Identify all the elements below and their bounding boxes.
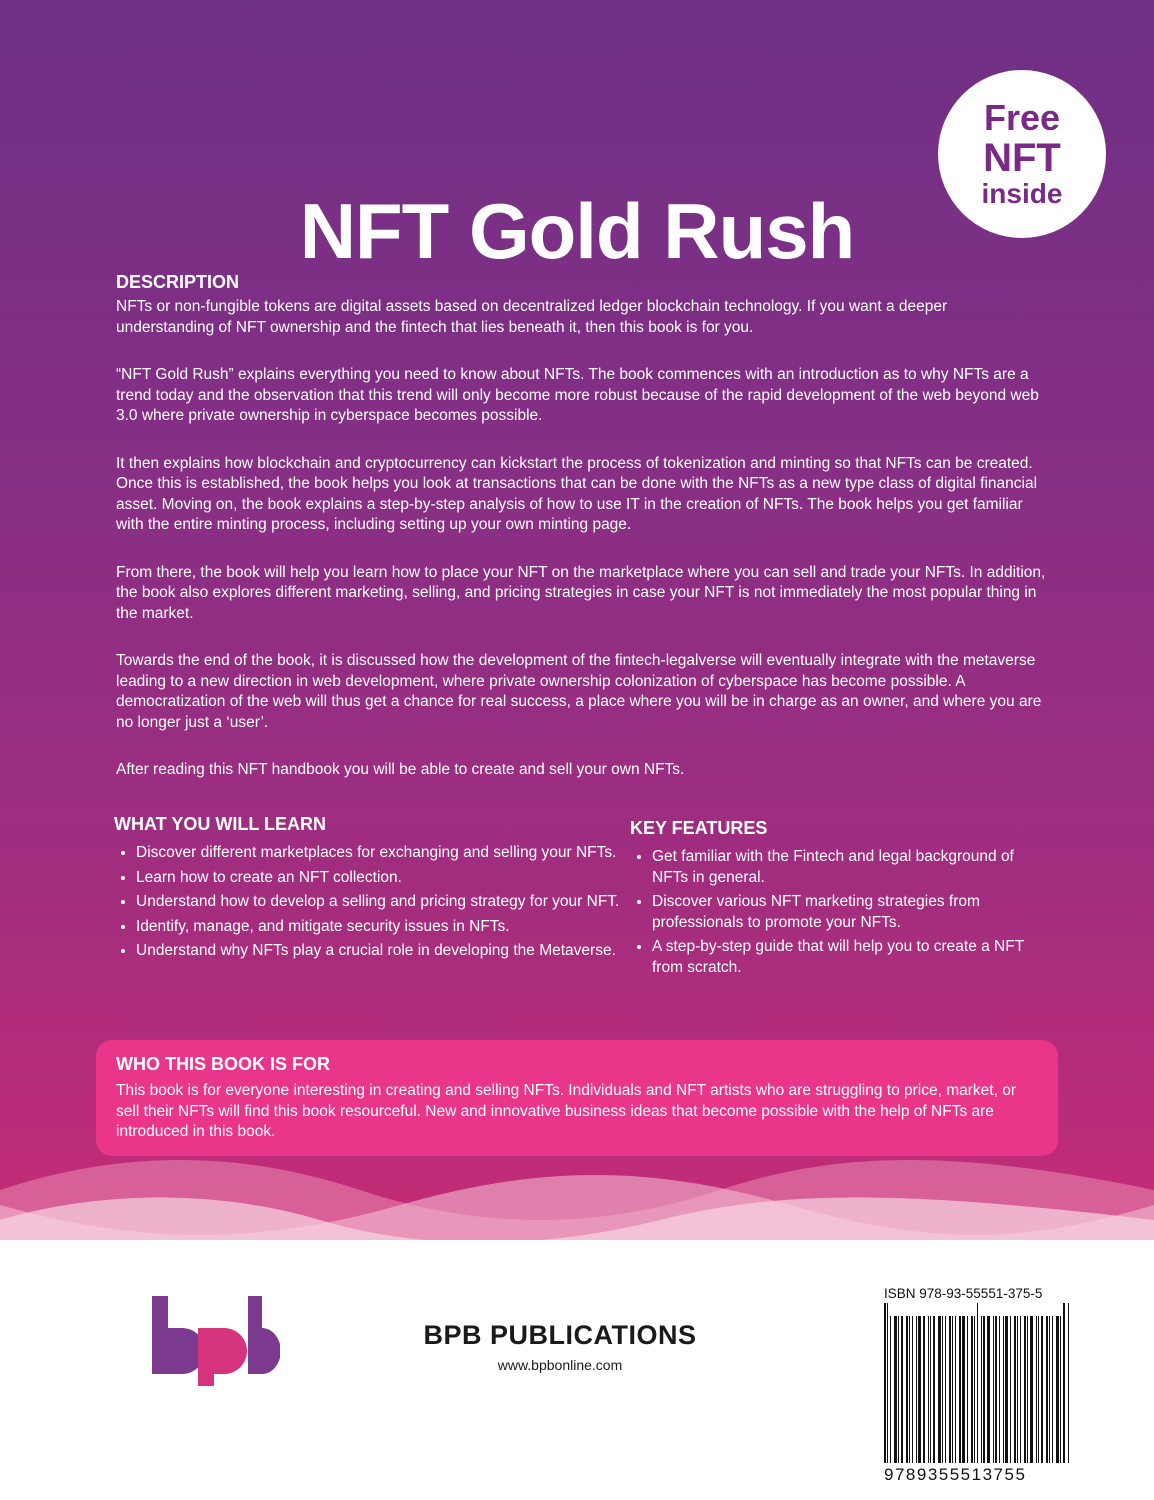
barcode-bar	[981, 1316, 982, 1463]
who-heading: WHO THIS BOOK IS FOR	[116, 1054, 330, 1074]
description-heading: DESCRIPTION	[116, 272, 240, 292]
publisher-name: BPB PUBLICATIONS	[423, 1320, 697, 1350]
barcode-bar	[1003, 1316, 1004, 1463]
badge-line-3: inside	[981, 178, 1063, 209]
description-paragraph: From there, the book will help you learn how to place your NFT on the marketplace where you can sell and trade your NFTs. In addition, the book also explores different marketing, selling, and pricing strategies in case your NFT is not immediately the most popular thing in the market.	[116, 563, 1046, 622]
barcode-bar	[983, 1316, 985, 1463]
list-item: • Learn how to create an NFT collection.	[136, 868, 630, 889]
barcode-bar	[928, 1316, 929, 1463]
learn-heading: WHAT YOU WILL LEARN	[114, 814, 326, 834]
barcode-bar	[912, 1316, 913, 1463]
barcode-bar	[930, 1316, 931, 1463]
barcode-bar	[993, 1316, 994, 1463]
barcode-bar	[942, 1316, 943, 1463]
barcode-bar	[1046, 1316, 1048, 1463]
barcode-bar	[890, 1316, 891, 1463]
barcode-bar	[1005, 1316, 1008, 1463]
what-you-will-learn-section	[114, 814, 630, 982]
barcode-bar	[906, 1316, 908, 1463]
barcode-bar	[1056, 1316, 1059, 1463]
description-paragraph: It then explains how blockchain and cryptocurrency can kickstart the process of tokenization and minting so that NFTs can be created. Once this is established, the book helps you look at transactions that can be done with the NFTs as a new type class of digital financial asset. Moving on, the book explains a step-by-step analysis of how to use IT in the creation of NFTs. The book helps you get familiar with the entire minting process, including setting up your own minting page.	[116, 454, 1038, 533]
isbn-label: ISBN 978-93-55551-375-5	[884, 1286, 1043, 1301]
bpb-logo-icon	[150, 1296, 280, 1386]
barcode-bar	[1017, 1316, 1018, 1463]
barcode-bar	[1014, 1316, 1016, 1463]
who-text: This book is for everyone interesting in creating and selling NFTs. Individuals and NFT artists who are struggling to price, market, or sell their NFTs will find this book resourceful. New and innovative business ideas that become possible with the help of NFTs are introduced in this book.	[116, 1082, 1016, 1140]
publisher-url: www.bpbonline.com	[497, 1357, 623, 1373]
who-this-book-is-for-box	[96, 1040, 1058, 1156]
key-features-section	[630, 818, 1050, 982]
barcode-bar	[962, 1316, 965, 1463]
barcode-bar	[1036, 1316, 1037, 1463]
barcode-bar	[887, 1303, 888, 1463]
description-paragraph: NFTs or non-fungible tokens are digital assets based on decentralized ledger blockchain technology. If you want a deeper understanding of NFT ownership and the fintech that lies beneath it, then this book is for you.	[116, 298, 948, 336]
list-item: • Discover different marketplaces for exchanging and selling your NFTs.	[136, 843, 630, 864]
barcode-bar	[959, 1316, 961, 1463]
barcode-bar	[971, 1316, 973, 1463]
barcode-bar	[1038, 1316, 1039, 1463]
badge-line-1: Free	[983, 97, 1061, 138]
isbn-barcode	[884, 1286, 1098, 1485]
barcode-bar	[974, 1316, 975, 1463]
barcode-bar	[898, 1316, 899, 1463]
barcode-bar	[995, 1316, 997, 1463]
barcode-number: 9789355513755	[884, 1465, 1027, 1484]
barcode-bar	[933, 1316, 935, 1463]
barcode-bar	[916, 1316, 917, 1463]
barcode-bar	[955, 1316, 956, 1463]
list-item: • Get familiar with the Fintech and legal background of NFTs in general.	[652, 847, 1050, 888]
barcode-bar	[1020, 1316, 1021, 1463]
list-item: • Understand why NFTs play a crucial role in developing the Metaverse.	[136, 941, 630, 962]
barcode-bar	[977, 1303, 978, 1463]
description-paragraph: “NFT Gold Rush” explains everything you need to know about NFTs. The book commences with an introduction as to why NFTs are a trend today and the observation that this trend will only become more robust because of the rapid development of the web beyond web 3.0 where private ownership in cyberspace becomes possible.	[116, 366, 1039, 424]
barcode-bar	[987, 1316, 990, 1463]
barcode-bar	[1024, 1316, 1026, 1463]
list-item: • Discover various NFT marketing strategies from professionals to promote your NFTs.	[652, 892, 1050, 933]
barcode-bar	[1063, 1303, 1065, 1463]
barcode-bar	[1049, 1316, 1050, 1463]
barcode-bar	[1041, 1316, 1043, 1463]
learn-list	[114, 843, 630, 962]
publisher-block	[400, 1320, 720, 1373]
description-paragraph: Towards the end of the book, it is discussed how the development of the fintech-legalverse will eventually integrate with the metaverse leading to a new direction in web development, where private ownership colonization of cyberspace has become possible. A democratization of the web will thus get a chance for real success, a place where you will be in charge as an owner, and where you are no longer just a ‘user’.	[116, 652, 1042, 731]
barcode-bar	[923, 1316, 925, 1463]
features-list	[630, 847, 1050, 978]
barcode-bar	[1052, 1316, 1053, 1463]
description-paragraph: After reading this NFT handbook you will be able to create and sell your own NFTs.	[116, 761, 685, 778]
barcode-bar	[918, 1316, 921, 1463]
barcode-bar	[901, 1316, 903, 1463]
barcode-bar	[894, 1316, 897, 1463]
barcode-bar	[1060, 1316, 1061, 1463]
barcode-bar	[967, 1316, 968, 1463]
barcode-bar	[949, 1316, 951, 1463]
barcode-bar	[1010, 1316, 1011, 1463]
barcode-bar	[884, 1303, 886, 1463]
list-item: • Understand how to develop a selling and pricing strategy for your NFT.	[136, 892, 630, 913]
list-item: • Identify, manage, and mitigate security issues in NFTs.	[136, 917, 630, 938]
list-item: • A step-by-step guide that will help you to create a NFT from scratch.	[652, 937, 1050, 978]
barcode-bar	[1027, 1316, 1028, 1463]
barcode-bars	[884, 1303, 1098, 1463]
badge-line-2: NFT	[983, 136, 1061, 180]
features-heading: KEY FEATURES	[630, 818, 768, 838]
barcode-bar	[909, 1316, 910, 1463]
barcode-bar	[1068, 1303, 1069, 1463]
learn-features-columns	[114, 814, 1054, 982]
barcode-bar	[1030, 1316, 1033, 1463]
barcode-bar	[952, 1316, 953, 1463]
barcode-bar	[945, 1316, 946, 1463]
barcode-bar	[999, 1316, 1000, 1463]
barcode-bar	[938, 1316, 941, 1463]
book-title: NFT Gold Rush	[299, 187, 855, 275]
description-section	[116, 272, 1046, 808]
